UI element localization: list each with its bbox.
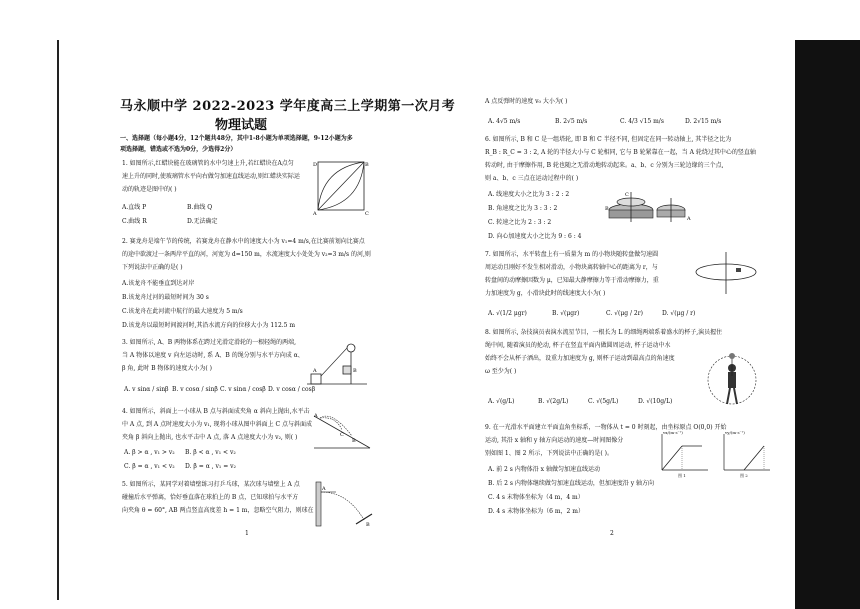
q7-option-b: B. √(μgr) — [552, 310, 580, 317]
q1-option-a: A.直线 P — [122, 204, 147, 211]
q2-option-c: C.该龙舟在此河流中航行的最大速度为 5 m/s — [122, 308, 243, 315]
svg-text:C: C — [365, 211, 369, 216]
page-number: 1 — [245, 530, 249, 537]
q9-graph-2-ylabel: vy/(m·s⁻¹) — [725, 430, 745, 435]
q3-line: β 角, 此时 B 物体的速度大小为( ) — [122, 365, 213, 372]
q8-line: ω 至少为( ) — [485, 368, 517, 375]
q1-option-d: D.无法确定 — [187, 218, 218, 225]
section-header: 一、选择题（每小题4分，12个题共48分，其中1-8小题为单项选择题，9-12小题为多 — [120, 135, 353, 142]
q9-option-b: B. 后 2 s 内物体继续做匀加速直线运动，但加速度沿 y 轴方向 — [488, 480, 655, 487]
q9-line: 9. 在一光滑水平面建立平面直角坐标系，一物体从 t = 0 时刻起，由坐标原点 O(0,0) 开始 — [485, 424, 727, 431]
exam-title: 马永顺中学 2022-2023 学年度高三上学期第一次月考 — [120, 99, 456, 114]
q3-pulley-figure — [305, 340, 371, 390]
q5-continued: A 点反弹时的速度 v₀ 大小为( ) — [485, 98, 568, 105]
svg-text:B: B — [365, 162, 369, 168]
q7-option-d: D. √(μg / r) — [662, 310, 696, 317]
q4-incline-figure — [312, 412, 374, 452]
q8-line: 8. 如图所示, 杂技演员表演水流星节目，一根长为 L 的细绳两端系着盛水的杯子,演员握住 — [485, 329, 723, 336]
section-header-cont: 项选择题，错选或不选为0分，少选得2分） — [120, 146, 237, 153]
q6-option-c: C. 转速之比为 2 : 3 : 2 — [488, 219, 552, 226]
q6-option-b: B. 角速度之比为 3 : 3 : 2 — [488, 205, 558, 212]
q3-line: 当 A 物体以速度 v 向左运动时, 系 A、B 的绳分别与水平方向成 α、 — [122, 352, 304, 359]
q6-line: 转动时, 由于摩擦作用, B 轮也随之无滑动地转动起来。a、b、c 分别为三轮边缘的三个点, — [485, 162, 724, 169]
svg-text:C: C — [340, 432, 344, 438]
q5-option-b: B. 2√5 m/s — [555, 118, 588, 125]
svg-text:A: A — [313, 211, 317, 216]
svg-text:B: B — [366, 522, 370, 528]
q8-option-a: A. √(g/L) — [488, 398, 515, 405]
svg-text:B: B — [352, 438, 356, 444]
q9-graph-1-label: 图 1 — [678, 473, 686, 478]
svg-text:A: A — [687, 216, 691, 222]
q8-line: 始终不会从杯子洒出，设重力加速度为 g, 则杯子运动到最高点的角速度 — [485, 355, 675, 362]
q8-performer-figure — [702, 350, 762, 414]
page-number: 2 — [610, 530, 614, 537]
q9-graph-1-ylabel: vx/(m·s⁻¹) — [663, 430, 683, 435]
svg-text:A: A — [322, 486, 326, 492]
q1-option-b: B.曲线 Q — [187, 204, 213, 211]
q9-graph-1 — [656, 430, 712, 476]
svg-text:C: C — [625, 192, 629, 198]
q7-line: 转盘间的动摩擦因数为 μ，已知最大静摩擦力等于滑动摩擦力，重 — [485, 277, 659, 284]
q3-line: 3. 如图所示, A、B 两物体系在跨过光滑定滑轮的一根轻绳的两端, — [122, 339, 297, 346]
q4-line: 夹角 β 斜向上抛出, 也水平击中 A 点, 落 A 点速度大小为 v₂, 则( ) — [122, 434, 298, 441]
q7-line: 力加速度为 g，小滑块此时的线速度大小为( ) — [485, 290, 606, 297]
q6-wheel-figure — [605, 188, 695, 232]
q7-line: 周运动且刚好不发生相对滑动，小物块离转轴中心的距离为 r，与 — [485, 264, 658, 271]
q5-pingpong-figure — [312, 480, 388, 530]
q2-line: 2. 赛龙舟是端午节的传统，若赛龙舟在静水中的速度大小为 v₁=4 m/s,在比赛前划向比赛点 — [122, 238, 365, 245]
q4-option-b: B. β < α , v₁ < v₂ — [185, 449, 236, 456]
q5-line: 碰撞后水平弹离，恰好垂直落在球拍上的 B 点，已知球拍与水平方 — [122, 494, 299, 501]
svg-text:D: D — [313, 162, 318, 168]
q4-option-d: D. β = α , v₁ = v₂ — [185, 463, 236, 470]
q5-line: 向夹角 θ = 60°, AB 两点竖直高度差 h = 1 m，忽略空气阻力，则球在 — [122, 507, 314, 514]
q3-option-d: D. v cosα / cosβ — [268, 386, 316, 393]
q8-line: 绳中间, 随着演员的抡动, 杯子在竖直平面内做圆周运动, 杯子运动中水 — [485, 342, 671, 349]
q7-option-a: A. √(1/2 μgr) — [488, 310, 527, 317]
scan-edge-shadow — [795, 40, 860, 609]
svg-text:B: B — [353, 368, 357, 374]
q6-line: 6. 如图所示, B 和 C 是一组塔轮, 即 B 和 C 半径不同, 但固定在同一转动轴上, 其半径之比为 — [485, 136, 732, 143]
binding-line — [57, 40, 59, 600]
q6-option-d: D. 向心加速度大小之比为 9 : 6 : 4 — [488, 233, 582, 240]
q3-option-c: C. v sinα / cosβ — [220, 386, 266, 393]
q1-line: 1. 如图所示,红蜡块能在玻璃管的水中匀速上升,若红蜡块在A点匀 — [122, 160, 294, 167]
svg-text:A: A — [313, 368, 317, 374]
q7-line: 7. 如图所示，水平转盘上有一质量为 m 的小物块随转盘做匀速圆 — [485, 251, 659, 258]
q5-option-d: D. 2√15 m/s — [685, 118, 722, 125]
q8-option-b: B. √(2g/L) — [538, 398, 569, 405]
q4-option-c: C. β = α , v₁ < v₂ — [124, 463, 175, 470]
q7-option-c: C. √(μg / 2r) — [606, 310, 643, 317]
q5-line: 5. 如图所示，某同学对着墙壁练习打乒乓球，某次球与墙壁上 A 点 — [122, 481, 300, 488]
svg-text:A: A — [314, 413, 318, 419]
q6-line: R_B : R_C = 3 : 2, A 轮的半径大小与 C 轮相同, 它与 B 轮紧靠在一起，当 A 轮绕过其中心的竖直轴 — [485, 149, 756, 156]
q3-option-b: B. v cosα / sinβ — [172, 386, 218, 393]
q6-line: 则 a、b、c 三点在运动过程中的( ) — [485, 175, 579, 182]
exam-subtitle: 物理试题 — [215, 118, 268, 133]
q5-option-c: C. 4/3 √15 m/s — [620, 118, 664, 125]
q7-turntable-figure — [692, 250, 762, 298]
q9-option-a: A. 前 2 s 内物体沿 x 轴做匀加速直线运动 — [488, 466, 600, 473]
q6-option-a: A. 线速度大小之比为 3 : 2 : 2 — [488, 191, 570, 198]
q9-line: 别如图 1、图 2 所示，下列说法中正确的是( )。 — [485, 450, 613, 457]
q2-option-b: B.该龙舟过河的最短时间为 30 s — [122, 294, 209, 301]
q1-line: 速上升的同时,使玻璃管水平向右做匀加速直线运动,则红蜡块实际运 — [122, 173, 300, 180]
q1-option-c: C.曲线 R — [122, 218, 147, 225]
q4-line: 4. 如图所示，斜面上一小球从 B 点与斜面成夹角 α 斜向上抛出,水平击 — [122, 408, 310, 415]
q4-line: 中 A 点, 到 A 点时速度大小为 v₁, 现将小球从图中斜面上 C 点与斜面成 — [122, 421, 313, 428]
q2-line: 下列说法中正确的是( ) — [122, 264, 183, 271]
q2-option-a: A.该龙舟不能垂直到达对岸 — [122, 280, 195, 287]
q5-option-a: A. 4√5 m/s — [488, 118, 521, 125]
q9-option-d: D. 4 s 末物体坐标为（6 m，2 m） — [488, 508, 584, 515]
q8-option-c: C. √(5g/L) — [588, 398, 619, 405]
q4-option-a: A. β > α , v₁ > v₂ — [124, 449, 175, 456]
q2-option-d: D.该龙舟以最短时间渡河时,其沿水流方向的位移大小为 112.5 m — [122, 322, 296, 329]
q9-graph-2-label: 图 2 — [740, 473, 748, 478]
q1-line: 动的轨迹是图中的( ) — [122, 186, 177, 193]
q9-graph-2 — [718, 430, 774, 476]
q9-line: 运动, 其沿 x 轴和 y 轴方向运动的速度—时间图像分 — [485, 437, 624, 444]
q9-option-c: C. 4 s 末物体坐标为（4 m，4 m） — [488, 494, 584, 501]
q2-line: 的途中欲渡过一条两岸平直的河，河宽为 d=150 m，水流速度大小处处为 v₂=3 m/s 的河,则 — [122, 251, 371, 258]
q3-option-a: A. v sinα / sinβ — [124, 386, 169, 393]
q1-trajectory-figure — [312, 158, 370, 216]
svg-text:B: B — [605, 206, 609, 212]
q8-option-d: D. √(10g/L) — [638, 398, 673, 405]
